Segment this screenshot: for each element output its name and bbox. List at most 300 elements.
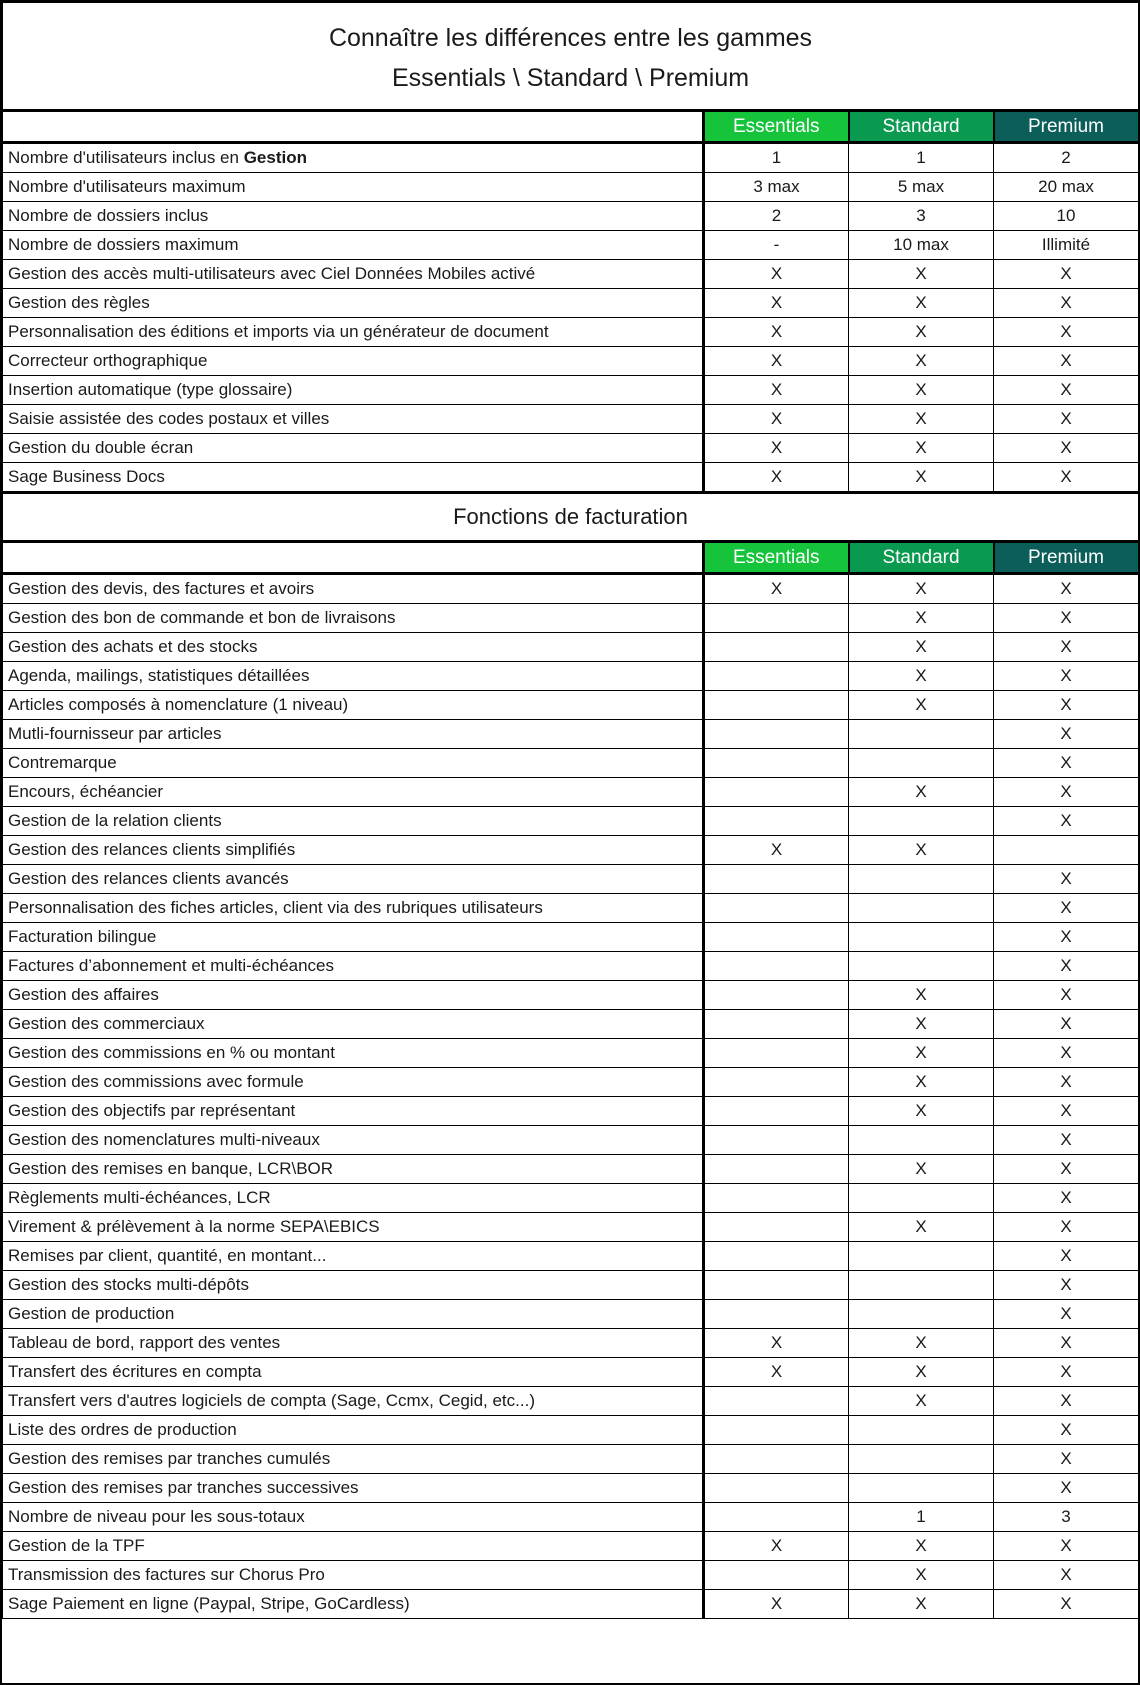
- row-label-text: Mutli-fournisseur par articles: [8, 724, 222, 743]
- table-row: [3, 1271, 1139, 1300]
- row-label-text: Sage Paiement en ligne (Paypal, Stripe, GoCardless): [8, 1594, 410, 1613]
- cell-standard: [849, 1300, 994, 1329]
- row-label-text: Gestion des bon de commande et bon de livraisons: [8, 608, 396, 627]
- row-label-text: Tableau de bord, rapport des ventes: [8, 1333, 281, 1352]
- row-label: [3, 1416, 704, 1445]
- cell-standard: X: [849, 604, 994, 633]
- table-row: [3, 952, 1139, 981]
- row-label-text: Sage Business Docs: [8, 467, 165, 486]
- cell-essentials: 1: [704, 143, 849, 173]
- cell-premium: X: [994, 1474, 1139, 1503]
- table-row: [3, 691, 1139, 720]
- cell-standard: X: [849, 1039, 994, 1068]
- row-label: [3, 894, 704, 923]
- cell-premium: X: [994, 1155, 1139, 1184]
- row-label: [3, 318, 704, 347]
- cell-standard: [849, 1126, 994, 1155]
- cell-standard: X: [849, 376, 994, 405]
- table-row: [3, 574, 1139, 604]
- table-row: [3, 143, 1139, 173]
- table-row: [3, 865, 1139, 894]
- cell-essentials: [704, 1271, 849, 1300]
- section-row: [3, 493, 1139, 542]
- row-label-text: Personnalisation des éditions et imports via un générateur de document: [8, 322, 549, 341]
- table-row: [3, 749, 1139, 778]
- row-label-text: Encours, échéancier: [8, 782, 163, 801]
- row-label: [3, 1126, 704, 1155]
- table-row: [3, 376, 1139, 405]
- cell-premium: X: [994, 981, 1139, 1010]
- cell-essentials: [704, 1387, 849, 1416]
- table-row: [3, 1039, 1139, 1068]
- cell-essentials: [704, 633, 849, 662]
- cell-essentials: [704, 691, 849, 720]
- table-row: [3, 1126, 1139, 1155]
- cell-standard: 5 max: [849, 173, 994, 202]
- cell-standard: X: [849, 1068, 994, 1097]
- cell-essentials: X: [704, 260, 849, 289]
- table-row: [3, 463, 1139, 493]
- table-row: [3, 807, 1139, 836]
- row-label: [3, 260, 704, 289]
- cell-essentials: [704, 981, 849, 1010]
- row-label: [3, 1271, 704, 1300]
- row-label-text: Liste des ordres de production: [8, 1420, 237, 1439]
- row-label: [3, 574, 704, 604]
- cell-essentials: [704, 952, 849, 981]
- header-essentials: Essentials: [704, 542, 849, 574]
- row-label-text: Gestion des commerciaux: [8, 1014, 205, 1033]
- cell-standard: [849, 1474, 994, 1503]
- cell-essentials: X: [704, 376, 849, 405]
- table-row: [3, 202, 1139, 231]
- header-blank-cell: [3, 111, 704, 143]
- cell-essentials: [704, 749, 849, 778]
- cell-premium: X: [994, 894, 1139, 923]
- table-row: [3, 894, 1139, 923]
- table-row: [3, 1474, 1139, 1503]
- table-row: [3, 1242, 1139, 1271]
- cell-essentials: [704, 1010, 849, 1039]
- row-label-text: Nombre de dossiers inclus: [8, 206, 209, 225]
- cell-standard: 3: [849, 202, 994, 231]
- row-label-text: Gestion des règles: [8, 293, 150, 312]
- table-row: [3, 604, 1139, 633]
- section-title: Fonctions de facturation: [3, 493, 1139, 542]
- cell-essentials: X: [704, 1590, 849, 1619]
- cell-essentials: [704, 1155, 849, 1184]
- row-label: [3, 1445, 704, 1474]
- table-row: [3, 1155, 1139, 1184]
- row-label-text: Nombre d'utilisateurs maximum: [8, 177, 246, 196]
- cell-essentials: X: [704, 347, 849, 376]
- cell-premium: X: [994, 1445, 1139, 1474]
- cell-standard: X: [849, 836, 994, 865]
- cell-standard: X: [849, 405, 994, 434]
- cell-essentials: [704, 894, 849, 923]
- row-label: [3, 1532, 704, 1561]
- row-label-text: Factures d’abonnement et multi-échéances: [8, 956, 335, 975]
- cell-standard: X: [849, 463, 994, 493]
- table-row: [3, 1387, 1139, 1416]
- cell-essentials: [704, 1300, 849, 1329]
- table-row: [3, 347, 1139, 376]
- cell-premium: X: [994, 574, 1139, 604]
- cell-standard: 1: [849, 1503, 994, 1532]
- cell-premium: 10: [994, 202, 1139, 231]
- cell-standard: X: [849, 981, 994, 1010]
- row-label-text: Gestion de production: [8, 1304, 175, 1323]
- row-label: [3, 604, 704, 633]
- row-label: [3, 633, 704, 662]
- row-label-text: Gestion du double écran: [8, 438, 194, 457]
- cell-standard: X: [849, 633, 994, 662]
- table-row: [3, 981, 1139, 1010]
- cell-premium: X: [994, 1184, 1139, 1213]
- title-row: [3, 3, 1139, 111]
- row-label: [3, 376, 704, 405]
- row-label: [3, 1242, 704, 1271]
- row-label-text: Gestion des remises en banque, LCR\BOR: [8, 1159, 334, 1178]
- cell-standard: [849, 1271, 994, 1300]
- cell-essentials: [704, 1039, 849, 1068]
- row-label: [3, 691, 704, 720]
- table-row: [3, 1329, 1139, 1358]
- row-label-text: Articles composés à nomenclature (1 niveau): [8, 695, 349, 714]
- row-label-text: Gestion des remises par tranches successives: [8, 1478, 359, 1497]
- table-row: [3, 1561, 1139, 1590]
- row-label-text: Gestion des achats et des stocks: [8, 637, 258, 656]
- cell-premium: 20 max: [994, 173, 1139, 202]
- table-row: [3, 633, 1139, 662]
- row-label-text: Gestion des stocks multi-dépôts: [8, 1275, 249, 1294]
- row-label-text: Gestion des nomenclatures multi-niveaux: [8, 1130, 320, 1149]
- table-row: [3, 1590, 1139, 1619]
- row-label: [3, 1358, 704, 1387]
- row-label: [3, 836, 704, 865]
- table-row: [3, 1010, 1139, 1039]
- cell-standard: X: [849, 1329, 994, 1358]
- row-label: [3, 1039, 704, 1068]
- table-row: [3, 260, 1139, 289]
- row-label: [3, 1068, 704, 1097]
- row-label-text: Nombre de niveau pour les sous-totaux: [8, 1507, 305, 1526]
- cell-essentials: X: [704, 318, 849, 347]
- cell-standard: X: [849, 434, 994, 463]
- cell-essentials: 3 max: [704, 173, 849, 202]
- row-label-bold: Gestion: [243, 148, 307, 167]
- table-row: [3, 1503, 1139, 1532]
- cell-essentials: [704, 923, 849, 952]
- table-row: [3, 836, 1139, 865]
- row-label: [3, 1329, 704, 1358]
- cell-premium: X: [994, 1561, 1139, 1590]
- row-label-text: Gestion des affaires: [8, 985, 159, 1004]
- cell-premium: X: [994, 604, 1139, 633]
- cell-essentials: X: [704, 1532, 849, 1561]
- header-premium: Premium: [994, 542, 1139, 574]
- row-label-text: Gestion des relances clients avancés: [8, 869, 289, 888]
- title-line-2: Essentials \ Standard \ Premium: [391, 64, 750, 92]
- cell-premium: X: [994, 1126, 1139, 1155]
- cell-premium: X: [994, 923, 1139, 952]
- cell-essentials: [704, 1184, 849, 1213]
- table-row: [3, 1358, 1139, 1387]
- cell-standard: [849, 1184, 994, 1213]
- cell-standard: [849, 1242, 994, 1271]
- table-row: [3, 289, 1139, 318]
- row-label-text: Gestion des objectifs par représentant: [8, 1101, 296, 1120]
- cell-essentials: [704, 1445, 849, 1474]
- cell-standard: [849, 1445, 994, 1474]
- row-label: [3, 434, 704, 463]
- row-label: [3, 1010, 704, 1039]
- table-row: [3, 778, 1139, 807]
- row-label-text: Transfert vers d'autres logiciels de compta (Sage, Ccmx, Cegid, etc...): [8, 1391, 535, 1410]
- cell-standard: X: [849, 260, 994, 289]
- cell-premium: X: [994, 691, 1139, 720]
- cell-standard: X: [849, 1387, 994, 1416]
- cell-standard: [849, 923, 994, 952]
- row-label: [3, 173, 704, 202]
- cell-premium: 3: [994, 1503, 1139, 1532]
- cell-premium: X: [994, 347, 1139, 376]
- table-row: [3, 662, 1139, 691]
- cell-essentials: [704, 865, 849, 894]
- row-label: [3, 1097, 704, 1126]
- cell-premium: X: [994, 1358, 1139, 1387]
- table-row: [3, 231, 1139, 260]
- cell-essentials: [704, 604, 849, 633]
- cell-premium: X: [994, 1532, 1139, 1561]
- cell-standard: 1: [849, 143, 994, 173]
- cell-premium: X: [994, 1213, 1139, 1242]
- cell-standard: X: [849, 1155, 994, 1184]
- cell-premium: X: [994, 1097, 1139, 1126]
- cell-premium: X: [994, 807, 1139, 836]
- table-row: [3, 173, 1139, 202]
- cell-standard: [849, 865, 994, 894]
- cell-essentials: [704, 778, 849, 807]
- row-label: [3, 1155, 704, 1184]
- cell-standard: [849, 952, 994, 981]
- row-label: [3, 143, 704, 173]
- row-label: [3, 1300, 704, 1329]
- cell-premium: X: [994, 434, 1139, 463]
- cell-essentials: X: [704, 1329, 849, 1358]
- cell-essentials: [704, 807, 849, 836]
- cell-premium: X: [994, 376, 1139, 405]
- page-title: [3, 3, 1139, 111]
- cell-essentials: X: [704, 405, 849, 434]
- row-label: [3, 1503, 704, 1532]
- cell-standard: [849, 749, 994, 778]
- row-label-text: Gestion de la TPF: [8, 1536, 145, 1555]
- cell-standard: [849, 1416, 994, 1445]
- row-label: [3, 463, 704, 493]
- cell-essentials: [704, 1097, 849, 1126]
- cell-essentials: [704, 1126, 849, 1155]
- table-row: [3, 1184, 1139, 1213]
- row-label: [3, 347, 704, 376]
- table-row: [3, 1068, 1139, 1097]
- cell-essentials: -: [704, 231, 849, 260]
- cell-premium: X: [994, 289, 1139, 318]
- row-label-text: Virement & prélèvement à la norme SEPA\EBICS: [8, 1217, 380, 1236]
- row-label-text: Agenda, mailings, statistiques détaillées: [8, 666, 310, 685]
- cell-premium: X: [994, 633, 1139, 662]
- cell-essentials: [704, 1213, 849, 1242]
- cell-premium: X: [994, 1300, 1139, 1329]
- row-label-text: Gestion des accès multi-utilisateurs avec Ciel Données Mobiles activé: [8, 264, 536, 283]
- table-row: [3, 1300, 1139, 1329]
- row-label: [3, 231, 704, 260]
- cell-premium: X: [994, 865, 1139, 894]
- cell-premium: X: [994, 1271, 1139, 1300]
- cell-essentials: X: [704, 289, 849, 318]
- cell-essentials: X: [704, 1358, 849, 1387]
- row-label: [3, 1590, 704, 1619]
- cell-premium: X: [994, 662, 1139, 691]
- table-row: [3, 1445, 1139, 1474]
- cell-standard: X: [849, 1561, 994, 1590]
- row-label: [3, 405, 704, 434]
- row-label: [3, 865, 704, 894]
- cell-premium: X: [994, 1039, 1139, 1068]
- row-label: [3, 778, 704, 807]
- cell-essentials: [704, 1416, 849, 1445]
- cell-standard: X: [849, 347, 994, 376]
- row-label-text: Gestion des remises par tranches cumulés: [8, 1449, 331, 1468]
- cell-essentials: 2: [704, 202, 849, 231]
- header-premium: Premium: [994, 111, 1139, 143]
- cell-essentials: X: [704, 574, 849, 604]
- cell-standard: [849, 807, 994, 836]
- row-label: [3, 202, 704, 231]
- cell-premium: X: [994, 749, 1139, 778]
- header-row-general: [3, 111, 1139, 143]
- cell-standard: X: [849, 1213, 994, 1242]
- cell-premium: X: [994, 1242, 1139, 1271]
- cell-premium: X: [994, 405, 1139, 434]
- cell-premium: X: [994, 318, 1139, 347]
- cell-essentials: [704, 720, 849, 749]
- cell-essentials: [704, 1503, 849, 1532]
- cell-essentials: X: [704, 434, 849, 463]
- row-label: [3, 1184, 704, 1213]
- cell-premium: [994, 836, 1139, 865]
- cell-essentials: [704, 1242, 849, 1271]
- row-label: [3, 1213, 704, 1242]
- table-row: [3, 923, 1139, 952]
- row-label-text: Insertion automatique (type glossaire): [8, 380, 293, 399]
- table-row: [3, 405, 1139, 434]
- cell-standard: X: [849, 662, 994, 691]
- row-label: [3, 952, 704, 981]
- row-label: [3, 662, 704, 691]
- row-label-text: Gestion des commissions avec formule: [8, 1072, 304, 1091]
- cell-standard: X: [849, 1097, 994, 1126]
- cell-premium: 2: [994, 143, 1139, 173]
- cell-standard: X: [849, 1010, 994, 1039]
- row-label-text: Gestion des devis, des factures et avoirs: [8, 579, 315, 598]
- cell-premium: X: [994, 1068, 1139, 1097]
- cell-premium: X: [994, 778, 1139, 807]
- cell-premium: X: [994, 1329, 1139, 1358]
- cell-standard: X: [849, 1590, 994, 1619]
- row-label: [3, 720, 704, 749]
- row-label-text: Personnalisation des fiches articles, client via des rubriques utilisateurs: [8, 898, 543, 917]
- row-label-text: Facturation bilingue: [8, 927, 157, 946]
- row-label: [3, 923, 704, 952]
- cell-premium: Illimité: [994, 231, 1139, 260]
- table-row: [3, 1097, 1139, 1126]
- cell-premium: X: [994, 1590, 1139, 1619]
- row-label-text: Gestion des commissions en % ou montant: [8, 1043, 335, 1062]
- cell-standard: X: [849, 778, 994, 807]
- cell-premium: X: [994, 1387, 1139, 1416]
- row-label-text: Règlements multi-échéances, LCR: [8, 1188, 271, 1207]
- header-standard: Standard: [849, 111, 994, 143]
- table-row: [3, 1213, 1139, 1242]
- cell-premium: X: [994, 1416, 1139, 1445]
- table-row: [3, 1416, 1139, 1445]
- cell-standard: [849, 894, 994, 923]
- cell-essentials: [704, 1474, 849, 1503]
- row-label-text: Nombre d'utilisateurs inclus en: [8, 148, 244, 167]
- row-label: [3, 1474, 704, 1503]
- cell-premium: X: [994, 1010, 1139, 1039]
- cell-premium: X: [994, 260, 1139, 289]
- cell-standard: X: [849, 1358, 994, 1387]
- cell-premium: X: [994, 463, 1139, 493]
- header-row-billing: [3, 542, 1139, 574]
- comparison-table: [2, 2, 1140, 1619]
- header-standard: Standard: [849, 542, 994, 574]
- cell-standard: 10 max: [849, 231, 994, 260]
- row-label-text: Remises par client, quantité, en montant...: [8, 1246, 327, 1265]
- row-label-text: Contremarque: [8, 753, 117, 772]
- cell-essentials: [704, 1561, 849, 1590]
- row-label-text: Nombre de dossiers maximum: [8, 235, 239, 254]
- table-row: [3, 434, 1139, 463]
- row-label: [3, 981, 704, 1010]
- cell-standard: X: [849, 289, 994, 318]
- row-label: [3, 749, 704, 778]
- cell-standard: [849, 720, 994, 749]
- row-label-text: Gestion des relances clients simplifiés: [8, 840, 296, 859]
- row-label-text: Transfert des écritures en compta: [8, 1362, 262, 1381]
- header-blank-cell: [3, 542, 704, 574]
- cell-premium: X: [994, 952, 1139, 981]
- cell-essentials: [704, 662, 849, 691]
- row-label-text: Saisie assistée des codes postaux et villes: [8, 409, 330, 428]
- cell-standard: X: [849, 574, 994, 604]
- table-row: [3, 1532, 1139, 1561]
- header-essentials: Essentials: [704, 111, 849, 143]
- cell-standard: X: [849, 1532, 994, 1561]
- cell-standard: X: [849, 691, 994, 720]
- row-label-text: Transmission des factures sur Chorus Pro: [8, 1565, 325, 1584]
- cell-essentials: X: [704, 836, 849, 865]
- row-label: [3, 289, 704, 318]
- table-row: [3, 318, 1139, 347]
- row-label: [3, 1387, 704, 1416]
- cell-essentials: X: [704, 463, 849, 493]
- cell-essentials: [704, 1068, 849, 1097]
- row-label-text: Correcteur orthographique: [8, 351, 208, 370]
- cell-premium: X: [994, 720, 1139, 749]
